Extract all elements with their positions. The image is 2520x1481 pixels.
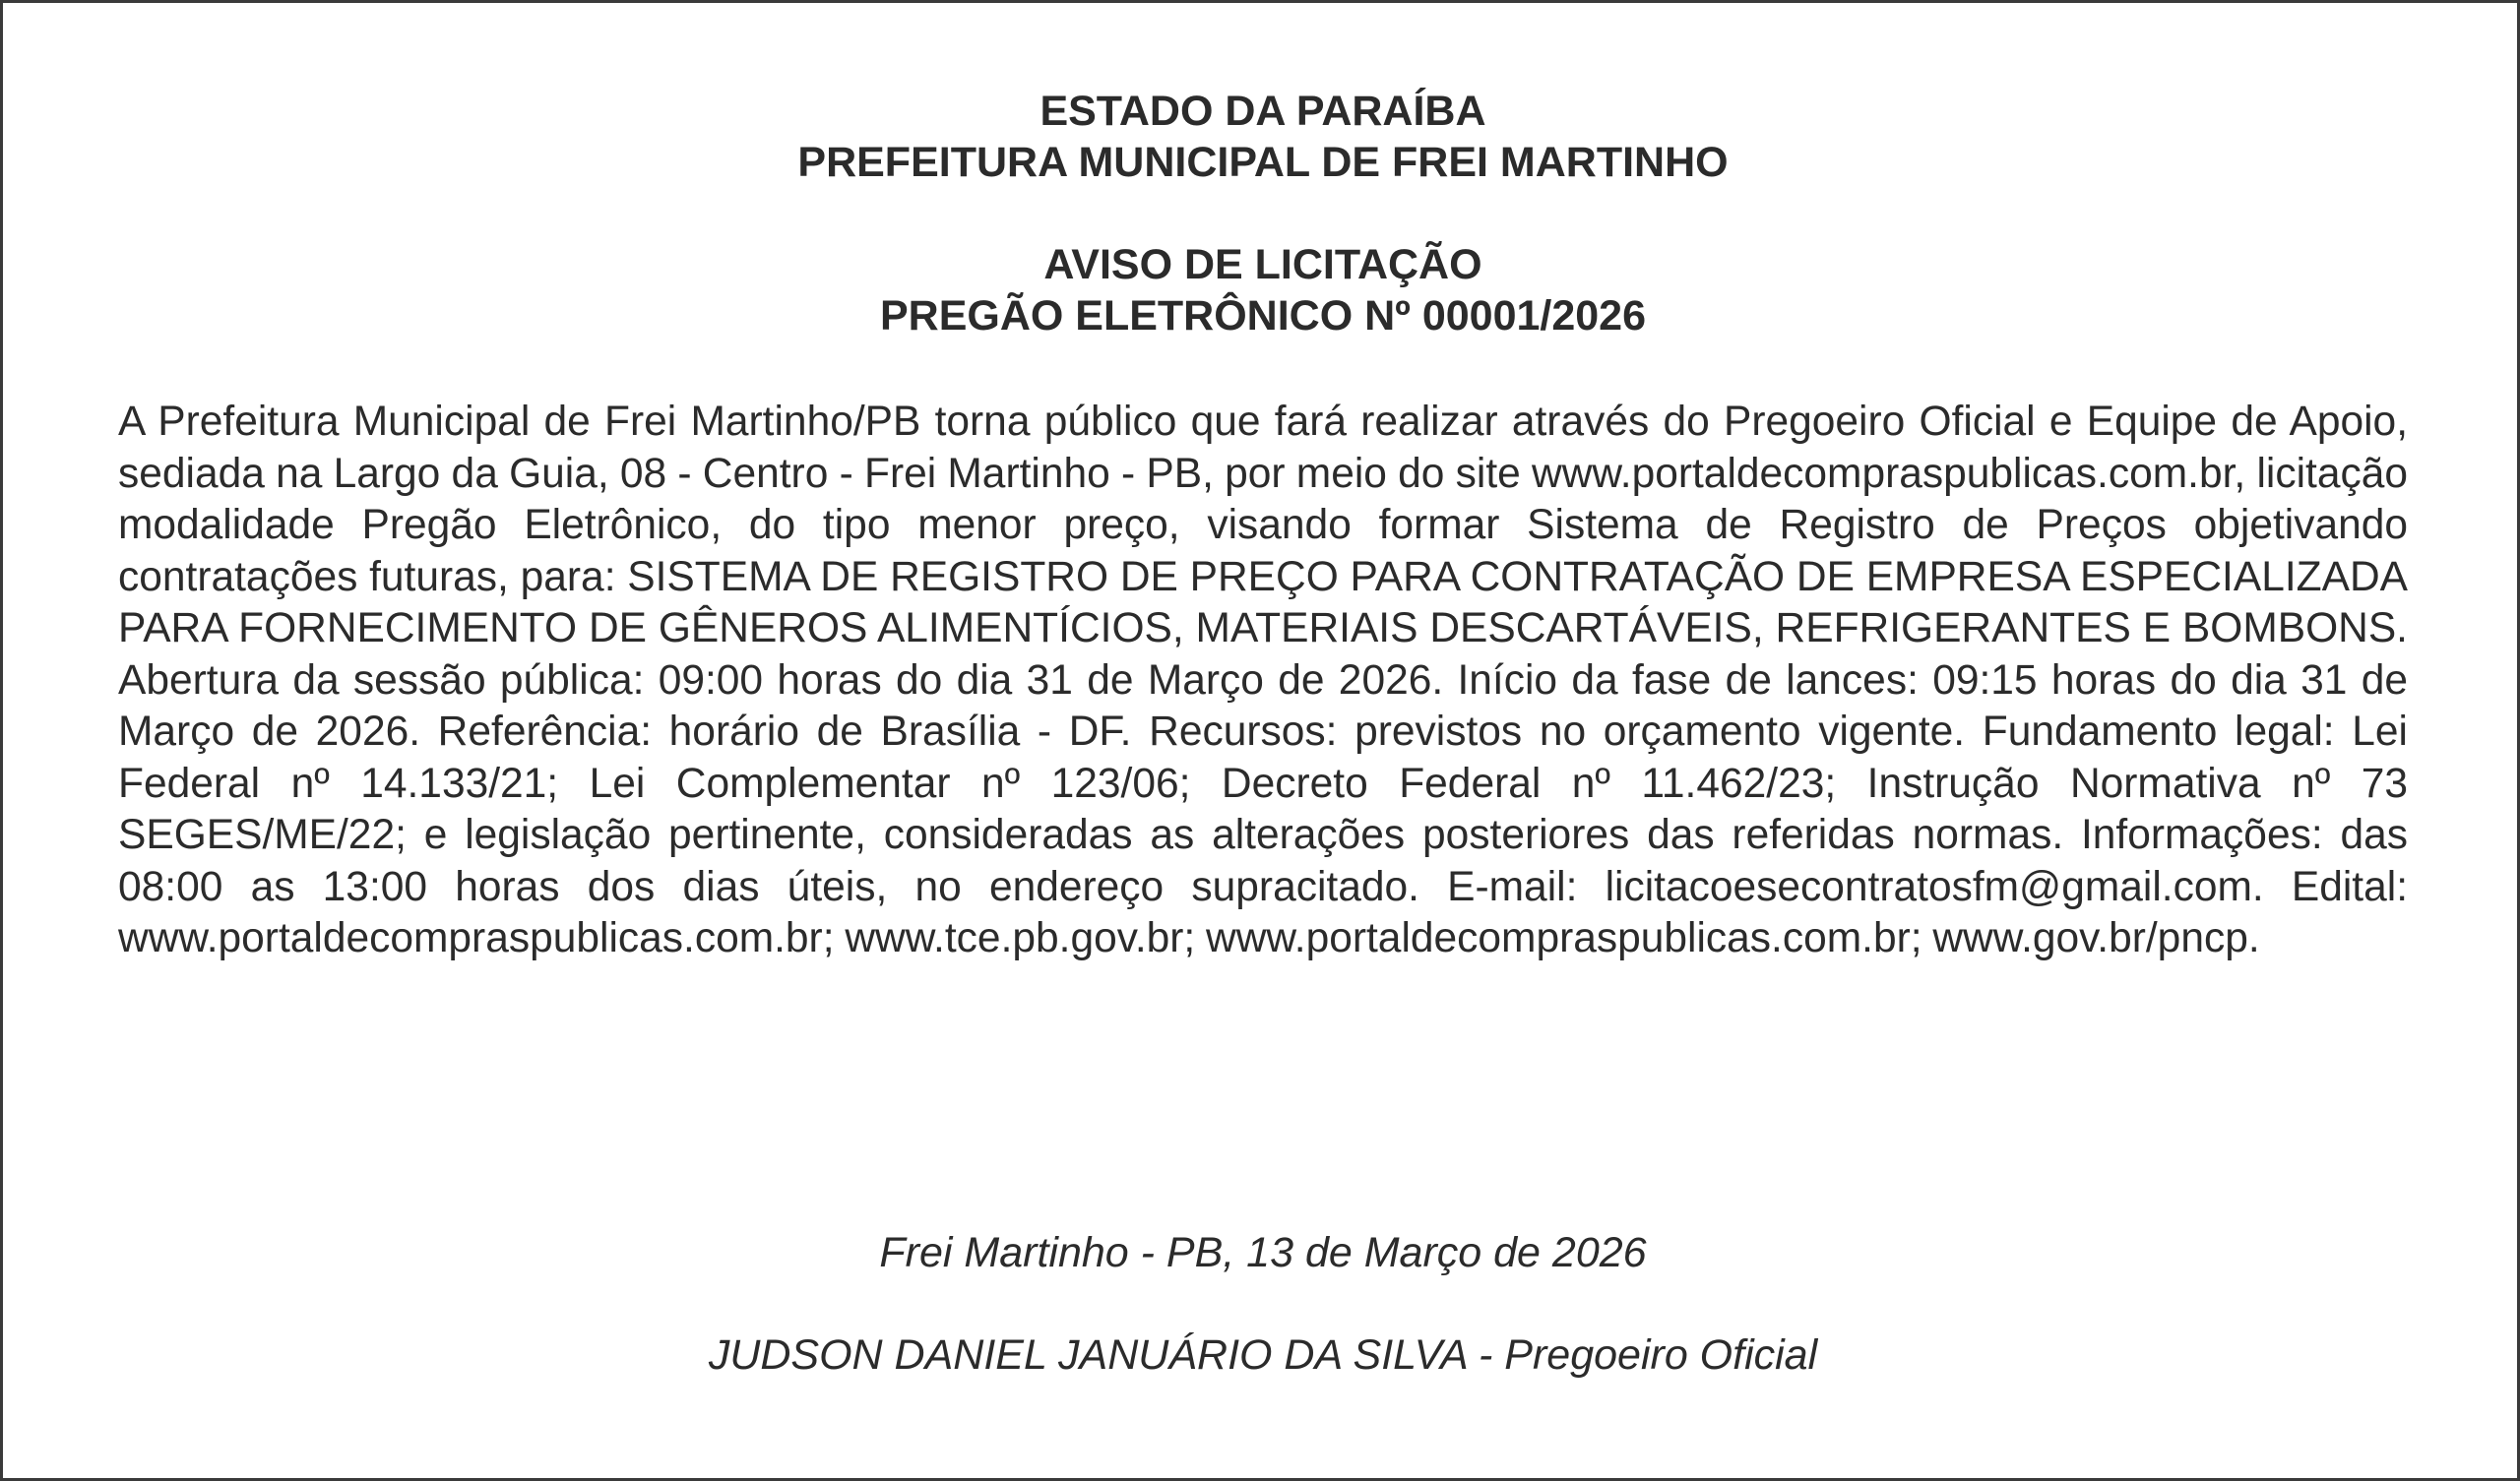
- place-date: Frei Martinho - PB, 13 de Março de 2026: [879, 1229, 1647, 1276]
- notice-heading: [3, 239, 2520, 341]
- state-name: ESTADO DA PARAÍBA: [1040, 88, 1486, 135]
- notice-body: A Prefeitura Municipal de Frei Martinho/PB torna público que fará realizar através do Pregoeiro Oficial e Equipe de Apoio, sediada na Largo da Guia, 08 - Centro - Frei Martinho - PB, por meio do site www.portaldecompraspublicas.com.br, licitação modalidade Pregão Eletrônico, do tipo menor preço, visando formar Sistema de Registro de Preços objetivando contratações futuras, para: SISTEMA DE REGISTRO DE PREÇO PARA CONTRATAÇÃO DE EMPRESA ESPECIALIZADA PARA FORNECIMENTO DE GÊNEROS ALIMENTÍCIOS, MATERIAIS DESCARTÁVEIS, REFRIGERANTES E BOMBONS. Abertura da sessão pública: 09:00 horas do dia 31 de Março de 2026. Início da fase de lances: 09:15 horas do dia 31 de Março de 2026. Referência: horário de Brasília - DF. Recursos: previstos no orçamento vigente. Fundamento legal: Lei Federal nº 14.133/21; Lei Complementar nº 123/06; Decreto Federal nº 11.462/23; Instrução Normativa nº 73 SEGES/ME/22; e legislação pertinente, consideradas as alterações posteriores das referidas normas. Informações: das 08:00 as 13:00 horas dos dias úteis, no endereço supracitado. E-mail: licitacoesecontratosfm@gmail.com. Edital: www.portaldecompraspublicas.com.br; www.tce.pb.gov.br; www.portaldecompraspublicas.com.br; www.gov.br/pncp.: [118, 399, 2408, 961]
- municipality-name: PREFEITURA MUNICIPAL DE FREI MARTINHO: [797, 139, 1729, 186]
- issuer-header: [3, 86, 2520, 188]
- signature-line: JUDSON DANIEL JANUÁRIO DA SILVA - Pregoeiro Oficial: [708, 1331, 1818, 1379]
- notice-subtitle: PREGÃO ELETRÔNICO Nº 00001/2026: [879, 292, 1647, 339]
- notice-title: AVISO DE LICITAÇÃO: [1043, 241, 1482, 288]
